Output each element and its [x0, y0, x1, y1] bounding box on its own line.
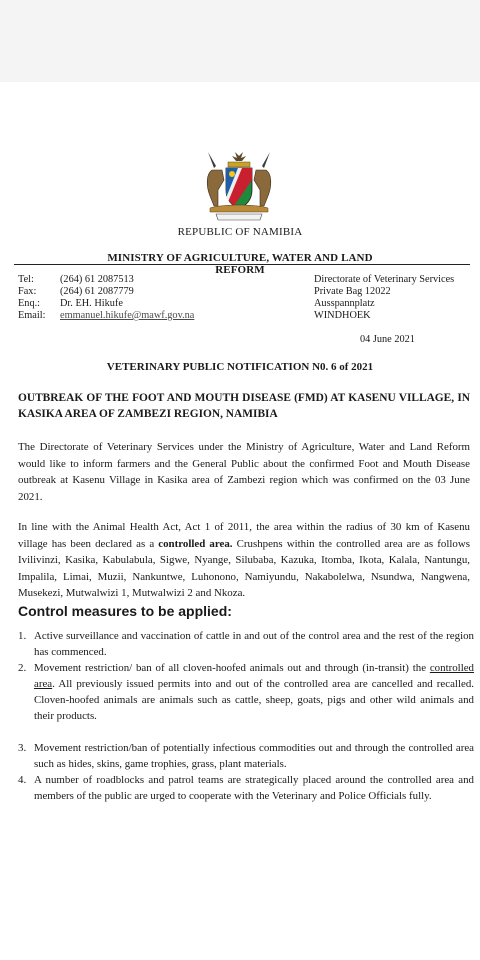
- header-divider: [14, 264, 470, 265]
- notification-title: VETERINARY PUBLIC NOTIFICATION N0. 6 of 2021: [106, 361, 374, 373]
- list-item: [18, 628, 474, 660]
- contact-row: [18, 274, 318, 286]
- controlled-area-term: controlled area.: [158, 537, 233, 550]
- list-number: 3.: [18, 742, 27, 754]
- letter-date: 04 June 2021: [360, 334, 415, 345]
- list-number: 1.: [18, 630, 27, 642]
- list-item: [18, 740, 474, 772]
- coat-of-arms-icon: [202, 150, 276, 222]
- contact-row: [18, 310, 318, 322]
- contact-label: Tel:: [18, 274, 34, 285]
- contact-row: [18, 298, 318, 310]
- list-number: 4.: [18, 774, 27, 786]
- list-item: [18, 772, 474, 804]
- email-link[interactable]: emmanuel.hikufe@mawf.gov.na: [60, 310, 195, 321]
- controlled-area-paragraph: [18, 519, 470, 602]
- controlled-area-underlined: controlled area: [34, 662, 474, 690]
- intro-paragraph: The Directorate of Veterinary Services under the Ministry of Agriculture, Water and Land Reform would like to inform farmers and the General Public about the confirmed Foot and Mouth Disease outbreak at Kasenu Village in Kasika area of Zambezi region which was confirmed on the 03 June 2021.: [18, 441, 470, 503]
- contact-value: (264) 61 2087779: [60, 286, 134, 297]
- ministry-name: MINISTRY OF AGRICULTURE, WATER AND LAND REFORM: [107, 252, 373, 276]
- list-text: A number of roadblocks and patrol teams are strategically placed around the controlled area and members of the public are urged to cooperate with the Veterinary and Police Officials fully.: [34, 774, 474, 802]
- list-text: Movement restriction/ban of potentially infectious commodities out and through the controlled area such as hides, skins, game trophies, grass, plant materials.: [34, 742, 474, 770]
- list-number: 2.: [18, 662, 27, 674]
- contact-label: Email:: [18, 310, 46, 321]
- list-text-part: . All previously issued permits into and out of the controlled area are cancelled and recalled. Cloven-hoofed animals are animals such as cattle, sheep, goats, pigs and other wild animals and their products.: [34, 678, 474, 722]
- address-line: WINDHOEK: [314, 310, 371, 321]
- screenshot-top-bar: [0, 0, 480, 82]
- address-line: Directorate of Veterinary Services: [314, 274, 455, 285]
- list-text: Active surveillance and vaccination of cattle in and out of the control area and the rest of the region has commenced.: [34, 630, 474, 658]
- contact-row: [18, 286, 318, 298]
- contact-label: Fax:: [18, 286, 37, 297]
- country-name: REPUBLIC OF NAMIBIA: [177, 226, 303, 238]
- contact-label: Enq.:: [18, 298, 41, 309]
- contact-value: Dr. EH. Hikufe: [60, 298, 123, 309]
- address-block: [314, 274, 474, 322]
- list-text: [34, 660, 474, 724]
- paragraph-text: In line with the Animal Health Act, Act 1 of 2011, the area within the radius of 30 km of Kasenu village has been declared as a: [18, 521, 470, 550]
- address-line: Private Bag 12022: [314, 286, 391, 297]
- list-text-part: Movement restriction/ ban of all cloven-hoofed animals out and through (in-transit) the: [34, 662, 430, 674]
- list-item: [18, 660, 474, 724]
- notification-subject: OUTBREAK OF THE FOOT AND MOUTH DISEASE (FMD) AT KASENU VILLAGE, IN KASIKA AREA OF ZAMBEZI REGION, NAMIBIA: [18, 392, 470, 420]
- paragraph-text: Crushpens within the controlled area are as follows Ivilivinzi, Kasika, Kabulabula, Sigwe, Nyange, Silubaba, Kazuka, Itomba, Ikota, Kalala, Nantungu, Impalila, Limai, Muzii, Nankuntwe, Luhonono, Namiyundu, Nakabolelwa, Nsundwa, Nangwena, Musekezi, Mutwalwizi 1, Mutwalwizi 2 and Nkoza.: [18, 537, 470, 599]
- measures-heading: Control measures to be applied:: [18, 603, 232, 619]
- contact-value: (264) 61 2087513: [60, 274, 134, 285]
- measures-list: [18, 628, 474, 804]
- address-line: Ausspannplatz: [314, 298, 375, 309]
- contact-block: [18, 274, 318, 322]
